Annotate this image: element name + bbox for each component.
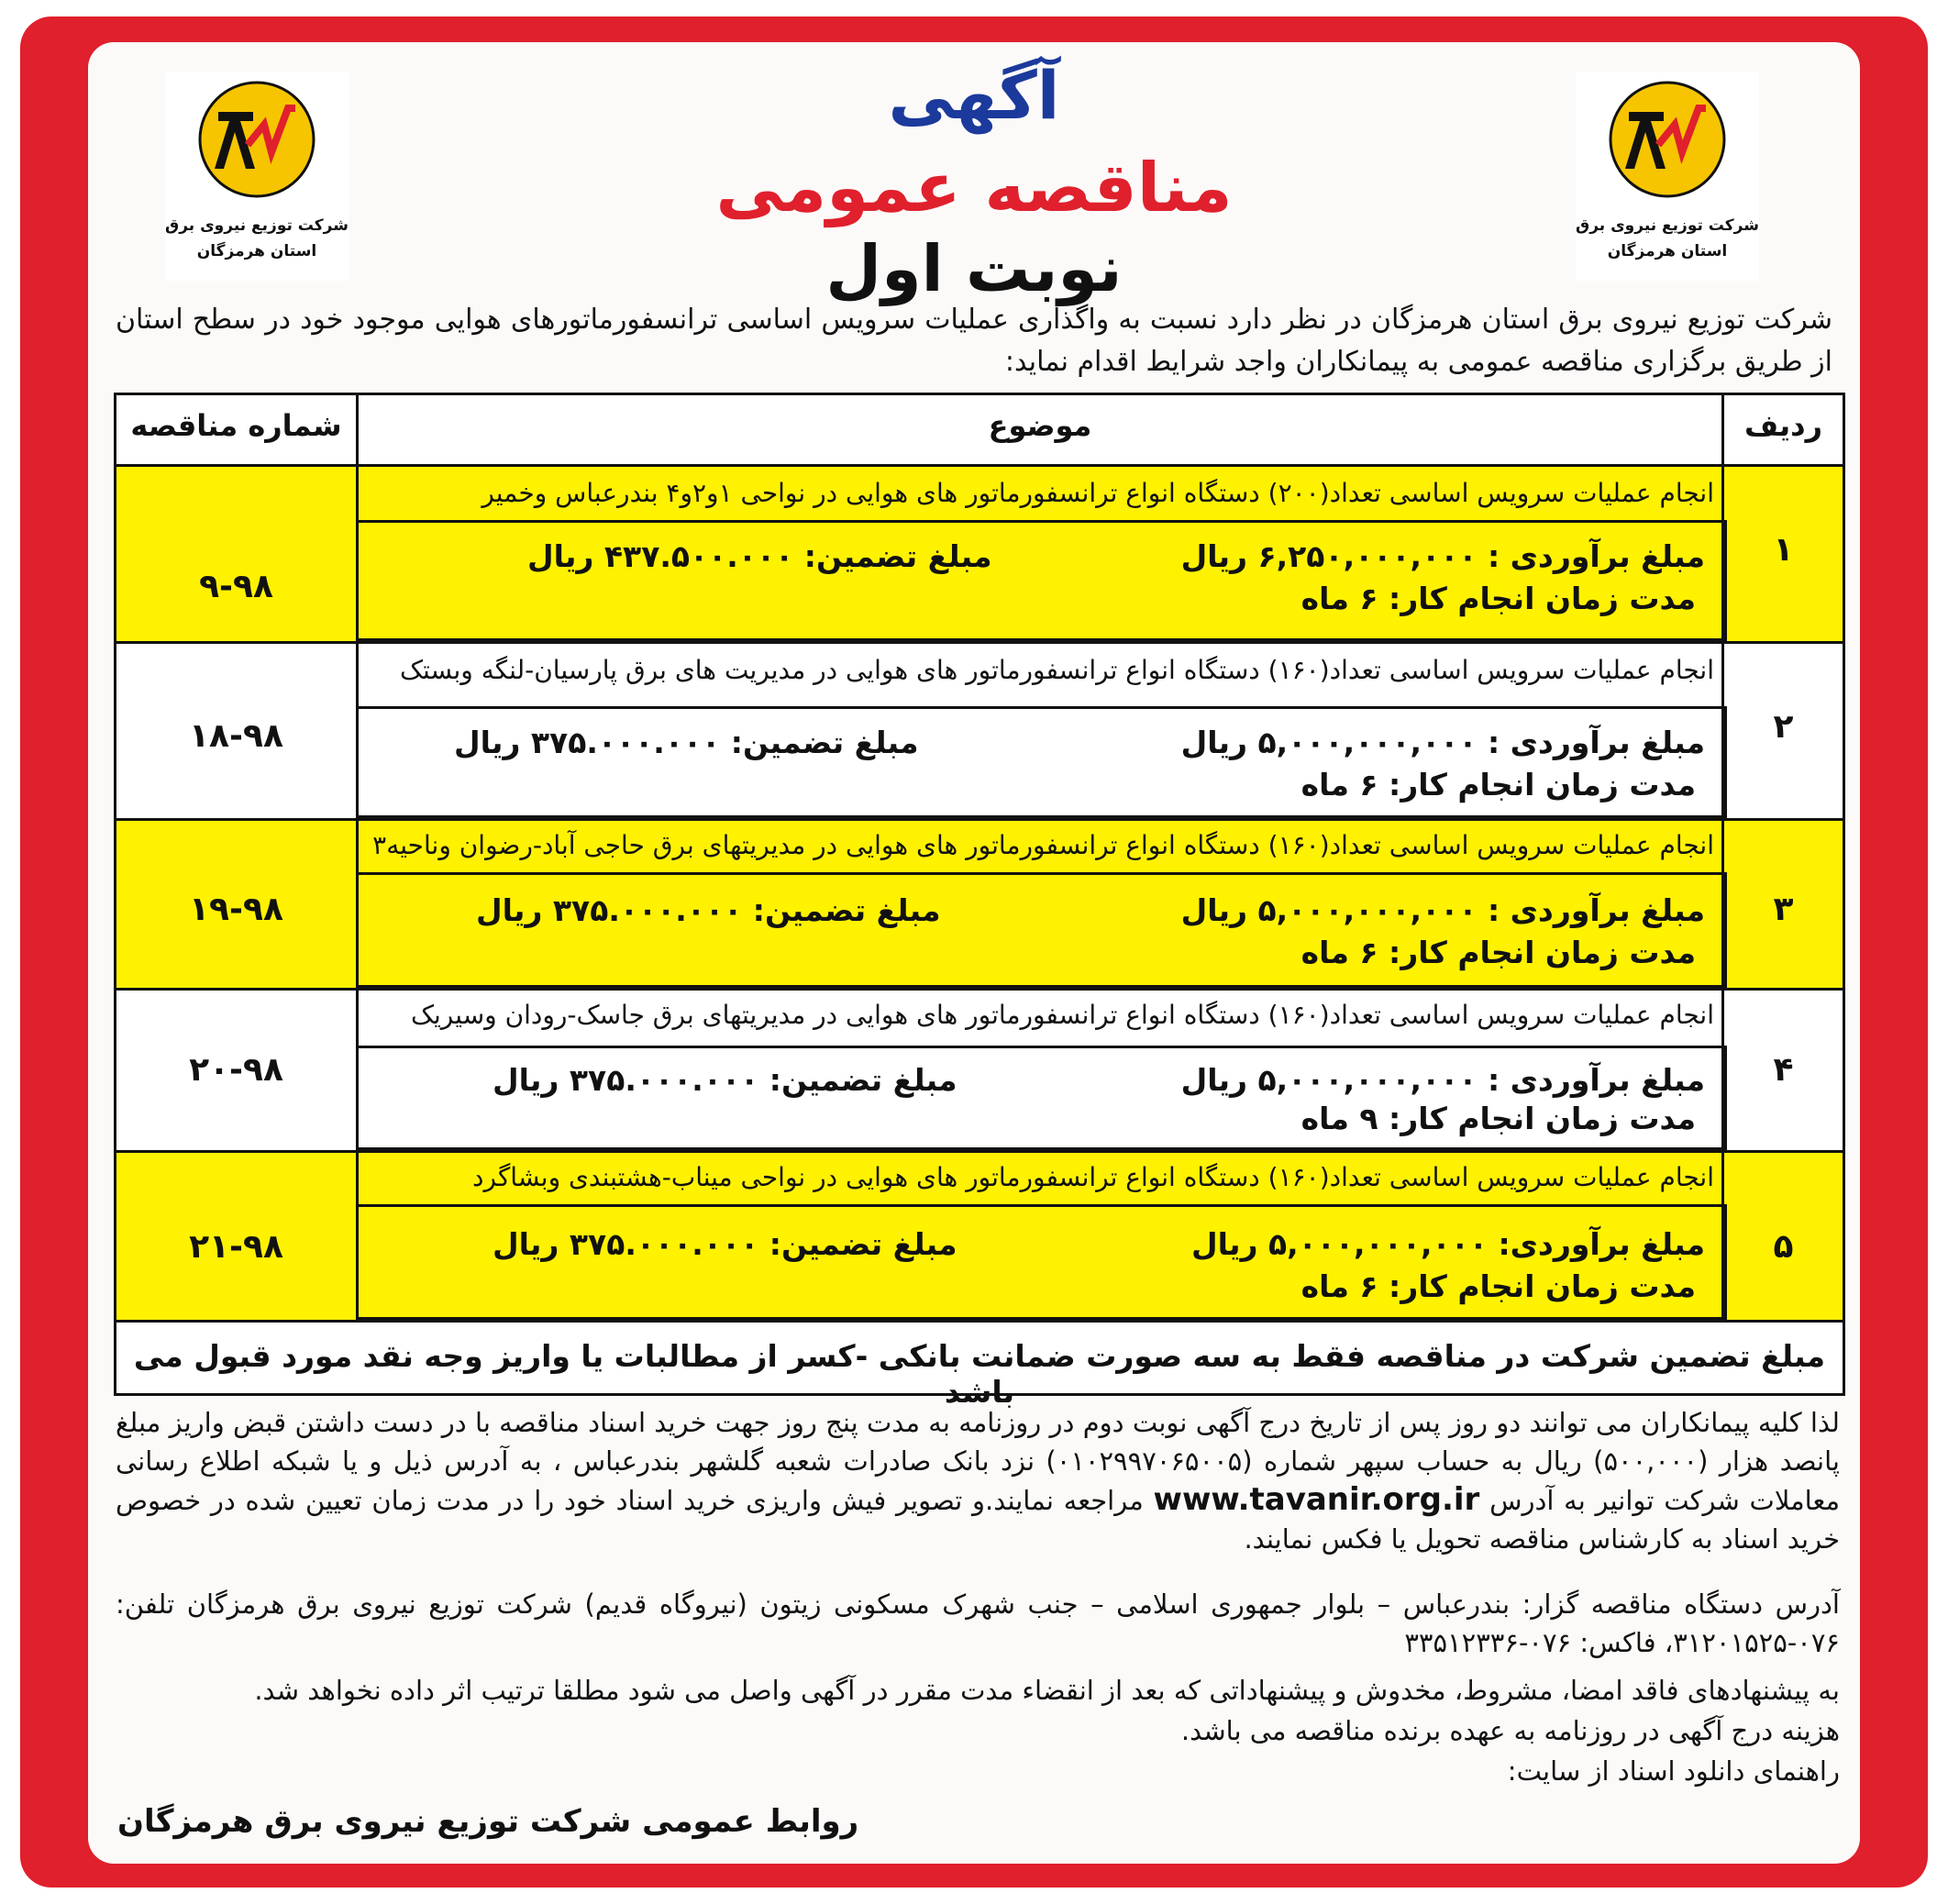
row-duration: مدت زمان انجام کار: ۶ ماه	[1301, 581, 1696, 616]
row-estimate: مبلغ برآوردی : ۵,۰۰۰,۰۰۰,۰۰۰ ریال	[1180, 892, 1705, 928]
table-divider	[116, 464, 1843, 467]
row-tender-no: ۲۱-۹۸	[189, 1228, 283, 1266]
table-divider	[116, 1320, 1843, 1323]
header-row-no: ردیف	[1744, 408, 1822, 443]
purchase-text: لذا کلیه پیمانکاران می توانند دو روز پس از تاریخ درج آگهی نوبت دوم در روزنامه به مدت پنج روز جهت خرید اسناد مناقصه با در دست داشتن قبض واریز مبلغ پانصد هزار (۵۰۰,۰۰۰) ریال به حساب سپهر شماره (۰۱۰۲۹۹۷۰۶۵۰۰۵) نزد بانک صادرات شعبه گلشهر بندرعباس ، به آدرس ذیل و یا شبکه اطلاع رسانی معاملات شرکت توانیر به آدرس	[116, 1407, 1841, 1516]
row-subject: انجام عملیات سرویس اساسی تعداد(۱۶۰) دستگاه انواع ترانسفورماتور های هوایی در نواحی میناب-هشتبندی وبشاگرد	[472, 1162, 1714, 1192]
table-row	[116, 467, 1843, 641]
row-duration: مدت زمان انجام کار: ۶ ماه	[1301, 1268, 1696, 1304]
table-row	[116, 644, 1843, 818]
row-subject: انجام عملیات سرویس اساسی تعداد(۲۰۰) دستگاه انواع ترانسفورماتور های هوایی در نواحی ۱و۲و۴ بندرعباس وخمیر	[481, 478, 1714, 508]
website-link[interactable]: www.tavanir.org.ir	[1153, 1481, 1480, 1518]
table-divider	[116, 818, 1843, 821]
row-number: ۱	[1773, 531, 1794, 569]
row-subject: انجام عملیات سرویس اساسی تعداد(۱۶۰) دستگاه انواع ترانسفورماتور های هوایی در مدیریت های برق پارسیان-لنگه وبستک	[399, 655, 1714, 685]
title-public-tender: مناقصه عمومی	[715, 149, 1233, 227]
row-guarantee: مبلغ تضمین: ۳۷۵.۰۰۰.۰۰۰ ریال	[476, 892, 941, 928]
row-estimate: مبلغ برآوردی : ۵,۰۰۰,۰۰۰,۰۰۰ ریال	[1180, 1062, 1705, 1098]
note-invalid-bids: به پیشنهادهای فاقد امضا، مشروط، مخدوش و پیشنهاداتی که بعد از انقضاء مدت مقرر در آگهی واصل می شود مطلقا ترتیب اثر داده نخواهد شد.	[254, 1675, 1840, 1706]
purchase-text-end: مراجعه نمایند.و تصویر فیش واریزی خرید اسناد خود را در مدت زمان تعیین شده در خصوص خرید اسناد به کارشناس مناقصه تحویل یا فکس نمایند.	[116, 1485, 1840, 1555]
header-tender-no: شماره مناقصه	[130, 408, 342, 443]
row-tender-no: ۹-۹۸	[199, 568, 273, 605]
row-number: ۴	[1773, 1051, 1794, 1089]
row-amounts-box	[356, 872, 1727, 988]
row-number: ۳	[1773, 891, 1794, 928]
row-estimate: مبلغ برآوردی : ۶,۲۵۰,۰۰۰,۰۰۰ ریال	[1180, 538, 1705, 574]
intro-paragraph: شرکت توزیع نیروی برق استان هرمزگان در نظر دارد نسبت به واگذاری عملیات سرویس اساسی ترانسفورماتورهای هوایی موجود خود در سطح استان از طریق برگزاری مناقصه عمومی به پیمانکاران واجد شرایط اقدام نماید:	[116, 304, 1832, 378]
note-advert-cost: هزینه درج آگهی در روزنامه به عهده برنده مناقصه می باشد.	[1180, 1715, 1840, 1746]
table-divider	[116, 1150, 1843, 1153]
row-duration: مدت زمان انجام کار: ۹ ماه	[1301, 1101, 1696, 1136]
row-estimate: مبلغ برآوردی : ۵,۰۰۰,۰۰۰,۰۰۰ ریال	[1180, 725, 1705, 760]
row-subject: انجام عملیات سرویس اساسی تعداد(۱۶۰) دستگاه انواع ترانسفورماتور های هوایی در مدیریتهای برق جاسک-رودان وسیریک	[410, 1000, 1714, 1030]
title-first-round: نوبت اول	[825, 231, 1123, 306]
table-divider	[116, 988, 1843, 991]
logo-company-name: شرکت توزیع نیروی برق	[1576, 216, 1759, 235]
row-subject: انجام عملیات سرویس اساسی تعداد(۱۶۰) دستگاه انواع ترانسفورماتور های هوایی در مدیریتهای برق حاجی آباد-رضوان وناحیه۳	[372, 830, 1714, 860]
row-duration: مدت زمان انجام کار: ۶ ماه	[1301, 935, 1696, 970]
row-tender-no: ۱۸-۹۸	[189, 717, 283, 755]
row-tender-no: ۱۹-۹۸	[189, 891, 283, 928]
table-divider	[116, 641, 1843, 644]
row-guarantee: مبلغ تضمین: ۳۷۵.۰۰۰.۰۰۰ ریال	[493, 1226, 957, 1262]
header-subject: موضوع	[988, 408, 1092, 443]
table-row	[116, 991, 1843, 1150]
guarantee-note: مبلغ تضمین شرکت در مناقصه فقط به سه صورت ضمانت بانکی -کسر از مطالبات یا واریز وجه نقد مورد قبول می باشد	[133, 1338, 1826, 1410]
table-row	[116, 1153, 1843, 1320]
logo-province: استان هرمزگان	[196, 242, 317, 260]
note-download-guide: راهنمای دانلود اسناد از سایت:	[1507, 1755, 1840, 1787]
logo-province: استان هرمزگان	[1607, 242, 1728, 260]
address-paragraph: آدرس دستگاه مناقصه گزار: بندرعباس – بلوار جمهوری اسلامی – جنب شهرک مسکونی زیتون (نیروگاه قدیم) شرکت توزیع نیروی برق هرمزگان تلفن: ۰۷۶-۳۱۲۰۱۵۲۵، فاکس: ۰۷۶-۳۳۵۱۲۳۳۶	[116, 1589, 1840, 1658]
title-advert: آگهی	[888, 57, 1060, 134]
row-estimate: مبلغ برآوردی: ۵,۰۰۰,۰۰۰,۰۰۰ ریال	[1191, 1226, 1705, 1262]
row-guarantee: مبلغ تضمین: ۴۳۷.۵۰۰.۰۰۰ ریال	[527, 538, 992, 574]
table-divider	[1721, 395, 1724, 1320]
row-guarantee: مبلغ تضمین: ۳۷۵.۰۰۰.۰۰۰ ریال	[454, 725, 919, 760]
purchase-instructions	[116, 1403, 1840, 1558]
tender-table	[114, 393, 1845, 1410]
logo-company-name: شرکت توزیع نیروی برق	[165, 216, 349, 235]
signature: روابط عمومی شرکت توزیع نیروی برق هرمزگان	[117, 1803, 859, 1840]
table-row	[116, 821, 1843, 988]
row-guarantee: مبلغ تضمین: ۳۷۵.۰۰۰.۰۰۰ ریال	[493, 1062, 957, 1098]
row-duration: مدت زمان انجام کار: ۶ ماه	[1301, 767, 1696, 803]
row-number: ۵	[1773, 1228, 1794, 1266]
row-number: ۲	[1773, 708, 1794, 746]
row-tender-no: ۲۰-۹۸	[189, 1051, 283, 1089]
table-divider	[356, 395, 359, 1320]
